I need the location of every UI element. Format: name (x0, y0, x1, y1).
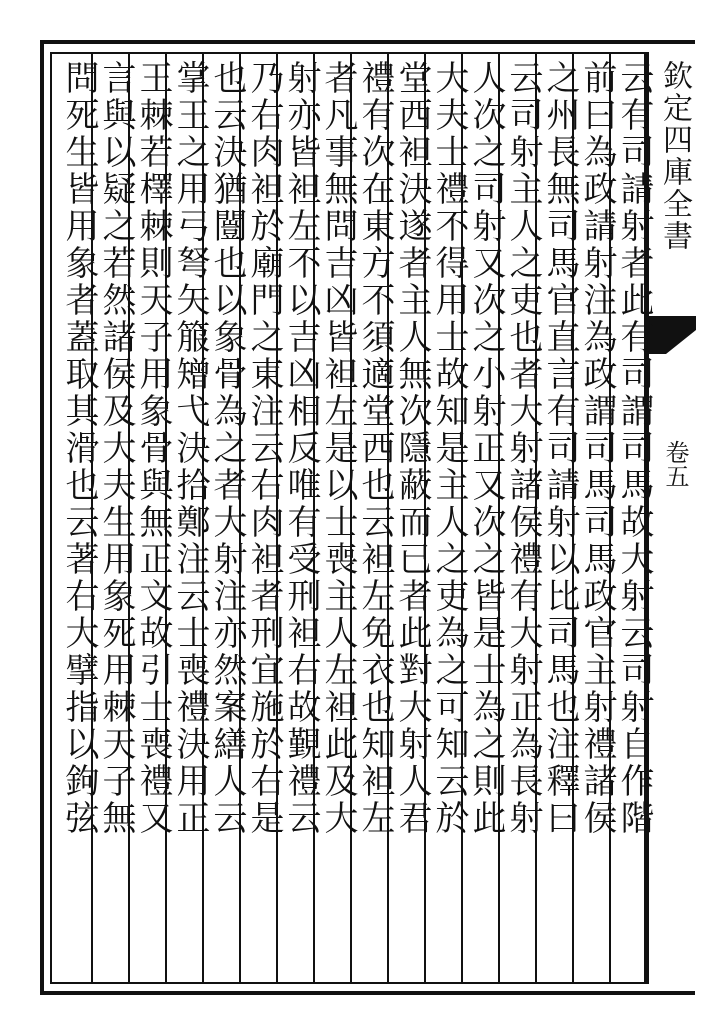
text-column: 者凡事無問吉凶皆袒左是以士喪主人左袒此及大 (318, 60, 358, 837)
text-column: 言與以疑之若然諸侯及大夫生用象死用棘天子無 (96, 60, 136, 837)
text-column: 堂西袒決遂者主人無次隱蔽而已者此對大射人君 (392, 60, 432, 837)
text-column: 云有司請射者此有司謂司馬故大射云司射自作階 (614, 60, 654, 837)
text-column: 禮有次在東方不須適堂西也云袒左免衣也知袒左 (355, 60, 395, 837)
text-column: 之州長無司馬官直言有司請射以比司馬也注釋曰 (540, 60, 580, 837)
text-column: 掌王之用弓弩矢箙矰弋決拾鄭注云士喪禮決用正 (170, 60, 210, 837)
text-column: 乃右肉袒於廟門之東注云右肉袒者刑宜施於右是 (244, 60, 284, 837)
text-column: 云司射主人之吏也者大射諸侯禮有大射正為長射 (503, 60, 543, 837)
volume-label: 卷五 (661, 440, 689, 488)
text-column: 也云決猶闓也以象骨為之者大射注亦然案繕人云 (207, 60, 247, 837)
text-column: 王棘若檡棘則天子用象骨與無正文故引士喪禮又 (133, 60, 173, 837)
text-column: 大夫士禮不得用士故知是主人之吏為之可知云於 (429, 60, 469, 837)
text-column: 前曰為政請射注為政謂司馬司馬政官主射禮諸侯 (577, 60, 617, 837)
book-title: 欽定四庫全書 (657, 60, 692, 252)
text-column: 人次之司射又次之小射正又次之皆是士為之則此 (466, 60, 506, 837)
text-column: 射亦皆袒左不以吉凶相反唯有受刑袒右故覲禮云 (281, 60, 321, 837)
text-column: 問死生皆用象者蓋取其滑也云著右大擘指以鉤弦 (59, 60, 99, 837)
